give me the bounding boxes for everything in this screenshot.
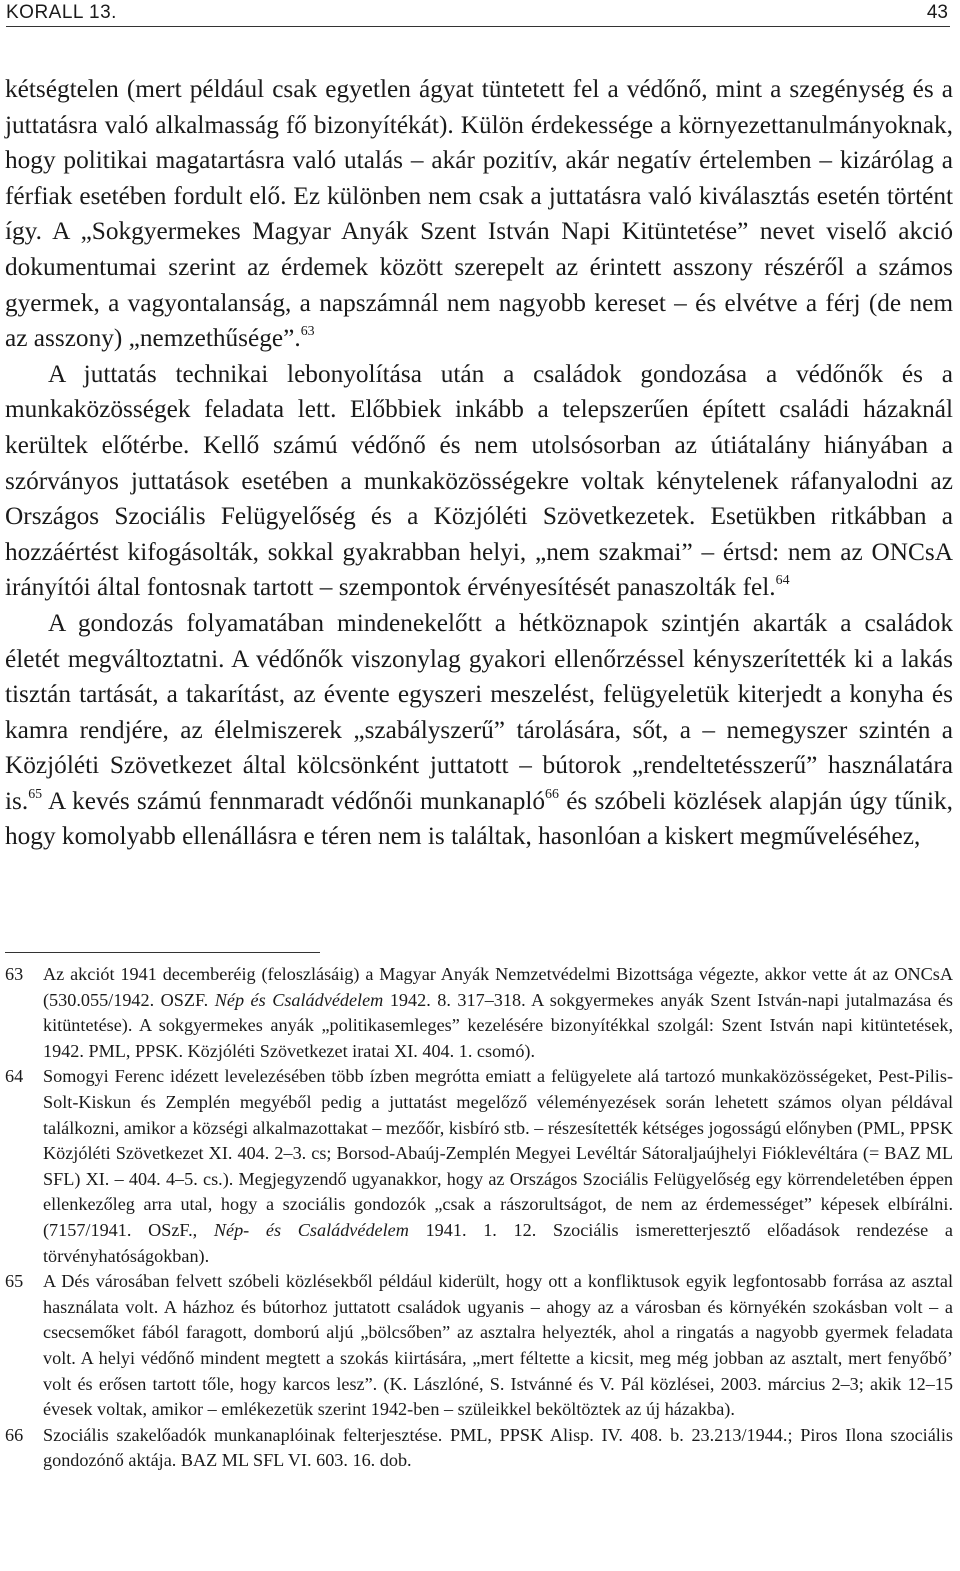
footnote-text: 1941. 1. 12. Szociális ismeretterjesztő előadások rendezése a törvényhatóságokban).	[43, 1219, 954, 1266]
footnote-text: A Dés városában felvett szóbeli közlésekből például kiderült, hogy ott a konfliktusok egyik legfontosabb forrása az asztal használata volt. A házhoz és bútorhoz juttatott családok ugyanis – ahogy az a városban és környékén szokásban volt – a csecsemőket fából faragott, domború aljú „bölcsőben” az asztalra helyezték, ahol a ringatás a nagyobb gyermek feladata volt. A helyi védőnő mindent megtett a szokás kiirtására, „mert féltette a kicsit, meg még jobban az asztalt, mert fenyőbő’ volt és erősen tartott tőle, hogy karcos lesz”. (K. Lászlóné, S. Istvánné és V. Pál közlései, 2003. március 2–3; akik 12–15 évesek voltak, amikor – emlékezetük szerint 1942-ben – szüleikkel beköltöztek az új házakba).	[43, 1271, 953, 1420]
paragraph-text: kétségtelen (mert például csak egyetlen ágyat tüntetett fel a védőnő, mint a szegénység és a juttatásra való alkalmasság fő bizonyítékát). Külön érdekessége a környezettanulmányoknak, hogy politikai magatartásra való utalás – akár pozitív, akár negatív értelemben – kizárólag a férfiak esetében fordult elő. Ez különben nem csak a juttatásra való kiválasztás esetén történt így. A „Sokgyermekes Magyar Anyák Szent István Napi Kitüntetése” nevet viselő akció dokumentumai szerint az érdemek között szerepelt az érintett asszony részéről a számos gyermek, a vagyontalanság, a napszámnál nem nagyobb kereset – és elvétve a férj (de nem az asszony) „nemzethűsége”.	[5, 75, 953, 353]
paragraph-text: és szóbeli közlések alapján úgy tűnik, hogy komolyabb ellenállásra e téren nem is találtak, hasonlóan a kiskert megműveléséhez,	[5, 786, 953, 851]
footnote-number: 66	[5, 1424, 24, 1445]
footnote-text: Somogyi Ferenc idézett levelezésében több ízben megrótta emiatt a felügyelete alá tartozó munkaközösségeket, Pest-Pilis-Solt-Kiskun és Zemplén megyéből pedig a juttatást megelőző véleményezések során lehetett számos olyan példával találkozni, amikor a községi alkalmazottakat – mezőőr, kisbíró stb. – részesítették kétséges jogosságú előnyben (PML, PPSK Közjóléti Szövetkezet XI. 404. 2–3. cs; Borsod-Abaúj-Zemplén Megyei Levéltár Sátoraljaújhelyi Fióklevéltára (= BAZ ML SFL) XI. – 404. 4–5. cs.). Megjegyzendő ugyanakkor, hogy az Országos Szociális Felügyelőség egy körrendeletében éppen ellenkezőleg arra utal, hogy a szociális gondozók „csak a rászorultságot, de nem az érdemességet” képesek elbírálni. (7157/1941. OSzF.,	[43, 1066, 953, 1240]
paragraph-text: A kevés számú fennmaradt védőnői munkanapló	[42, 786, 546, 815]
footnote-ref: 63	[300, 324, 315, 340]
footnote-number: 65	[5, 1271, 24, 1292]
footnote-ref: 64	[775, 573, 790, 589]
footnote	[5, 1064, 953, 1269]
journal-title: KORALL 13.	[6, 2, 117, 23]
footnotes	[5, 962, 953, 1474]
footnote-divider	[5, 952, 320, 953]
footnote-ref: 65	[28, 786, 43, 802]
paragraph-text: A gondozás folyamatában mindenekelőtt a hétköznapok szintjén akarták a családok életét megváltoztatni. A védőnők viszonylag gyakori ellenőrzéssel kényszerítették ki a lakás tisztán tartását, a takarítást, az évente egyszeri meszelést, felügyeletük kiterjedt a konyha és kamra rendjére, az élelmiszerek „szabályszerű” tárolására, sőt, a – nemegyszer szintén a Közjóléti Szövetkezet által kölcsönként juttatott – bútorok „rendeltetésszerű” használatára is.	[5, 608, 953, 815]
paragraph	[5, 357, 953, 606]
footnote	[5, 1269, 953, 1423]
footnote-text: Szociális szakelőadók munkanaplóinak felterjesztése. PML, PPSK Alisp. IV. 408. b. 23.213/1944.; Piros Ilona szociális gondozónő aktája. BAZ ML SFL VI. 603. 16. dob.	[43, 1424, 953, 1471]
paragraph	[5, 72, 953, 357]
main-text	[5, 72, 953, 855]
footnote-number: 63	[5, 964, 24, 984]
running-header	[6, 0, 950, 27]
footnote	[5, 1423, 953, 1474]
paragraph-text: A juttatás technikai lebonyolítása után a családok gondozása a védőnők és a munkaközösségek feladata lett. Előbbiek inkább a telepszerűen épített családi házaknál kerültek előtérbe. Kellő számú védőnő és nem utolsósorban az útiátalány hiányában a szórványos juttatások esetében a munkaközösségekre voltak kénytelenek ráfanyalodni az Országos Szociális Felügyelőség és a Közjóléti Szövetkezetek. Esetükben ritkábban a hozzáértést kifogásolták, sokkal gyakrabban helyi, „nem szakmai” – értsd: nem az ONCsA irányítói által fontosnak tartott – szempontok érvényesítését panaszolták fel.	[5, 359, 953, 602]
footnote-italic: Nép és Családvédelem	[214, 989, 384, 1010]
footnote-ref: 66	[545, 786, 559, 802]
page-number: 43	[926, 2, 948, 23]
footnote	[5, 962, 953, 1064]
footnote-text: 1942. 8. 317–318. A sokgyermekes anyák Szent István-napi jutalmazása és kitüntetése). A sokgyermekes anyák „politikasemleges” kezelésére bizonyítékkal szolgál: Szent István napi kitüntetések, 1942. PML, PPSK. Közjóléti Szövetkezet iratai XI. 404. 1. csomó).	[43, 989, 954, 1061]
footnote-italic: Nép- és Családvédelem	[213, 1219, 409, 1240]
footnote-number: 64	[5, 1066, 24, 1087]
footnote-text: Az akciót 1941 decemberéig (feloszlásáig) a Magyar Anyák Nemzetvédelmi Bizottsága végezte, akkor vette át az ONCsA (530.055/1942. OSZF.	[43, 964, 953, 1010]
paragraph	[5, 606, 953, 855]
